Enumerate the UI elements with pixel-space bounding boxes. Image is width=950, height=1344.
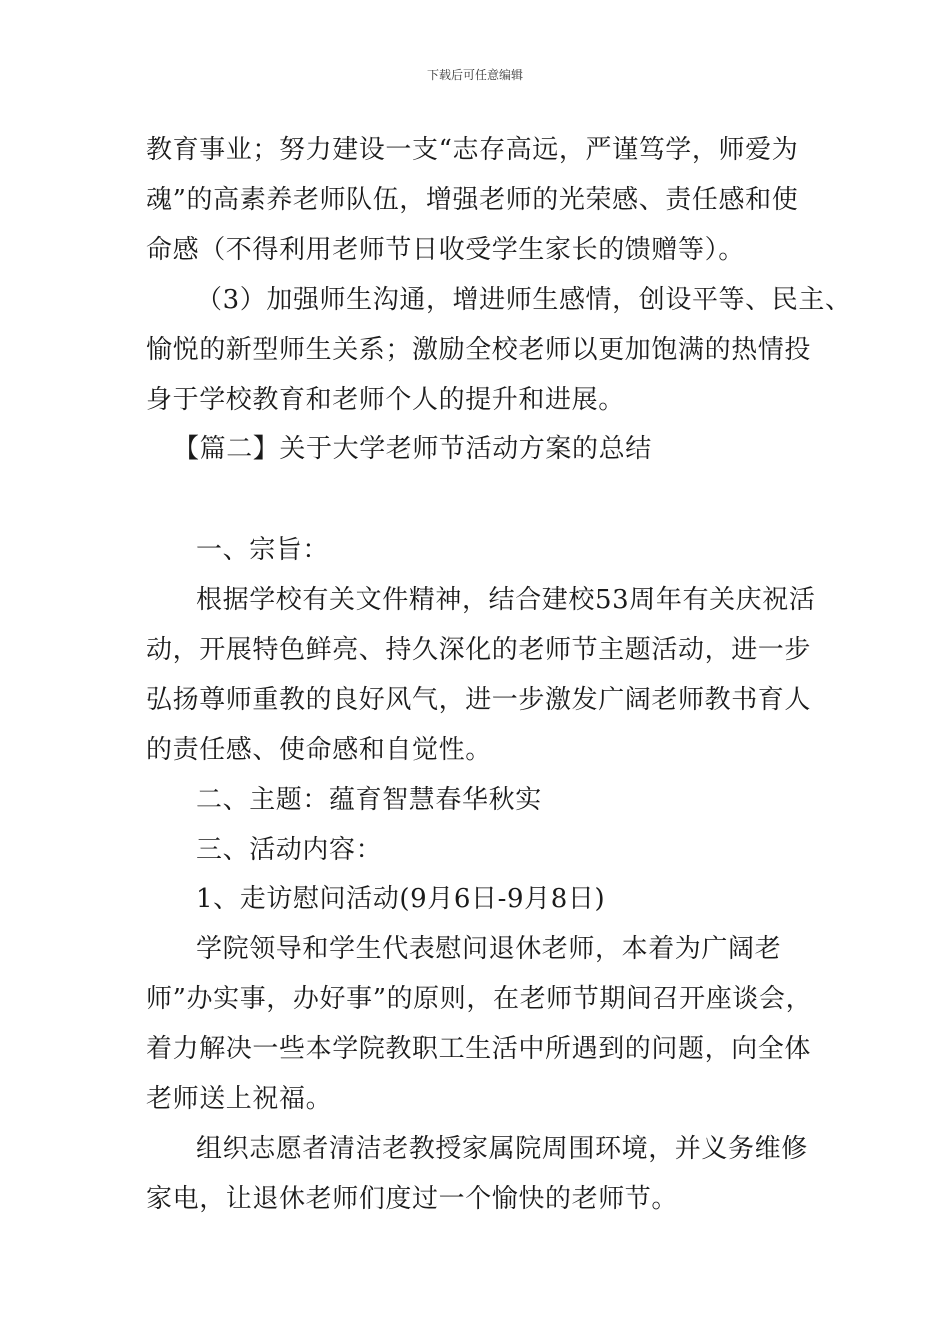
paragraph-line: 动，开展特色鲜亮、持久深化的老师节主题活动，进一步 [146, 635, 812, 665]
section-title: 一、宗旨： [196, 535, 330, 565]
subsection-title: 1、走访慰问活动(9月6日-9月8日) [196, 884, 606, 914]
section-title: 三、活动内容： [196, 835, 383, 865]
paragraph-line: 魂”的高素养老师队伍，增强老师的光荣感、责任感和使 [146, 185, 799, 215]
paragraph-line: 学院领导和学生代表慰问退休老师，本着为广阔老 [196, 934, 782, 964]
paragraph-line: 的责任感、使命感和自觉性。 [146, 735, 492, 765]
paragraph-line: 命感（不得利用老师节日收受学生家长的馈赠等）。 [146, 235, 745, 265]
paragraph-line: 老师送上祝福。 [146, 1084, 333, 1114]
paragraph-line: 师”办实事，办好事”的原则，在老师节期间召开座谈会， [146, 984, 813, 1014]
section-heading: 【篇二】关于大学老师节活动方案的总结 [173, 434, 652, 464]
paragraph-line: （3）加强师生沟通，增进师生感情，创设平等、民主、 [196, 285, 852, 315]
paragraph-line: 着力解决一些本学院教职工生活中所遇到的问题，向全体 [146, 1034, 812, 1064]
paragraph-line: 根据学校有关文件精神，结合建校53周年有关庆祝活 [196, 585, 816, 615]
paragraph-line: 教育事业；努力建设一支“志存高远，严谨笃学，师爱为 [146, 135, 799, 165]
paragraph-line: 组织志愿者清洁老教授家属院周围环境，并义务维修 [196, 1134, 808, 1164]
section-title: 二、主题：蕴育智慧春华秋实 [196, 785, 542, 815]
paragraph-line: 愉悦的新型师生关系；激励全校老师以更加饱满的热情投 [146, 335, 812, 365]
page-header: 下载后可任意编辑 [426, 68, 523, 82]
paragraph-line: 弘扬尊师重教的良好风气，进一步激发广阔老师教书育人 [146, 685, 812, 715]
paragraph-line: 身于学校教育和老师个人的提升和进展。 [146, 385, 625, 415]
paragraph-line: 家电，让退休老师们度过一个愉快的老师节。 [146, 1184, 679, 1214]
